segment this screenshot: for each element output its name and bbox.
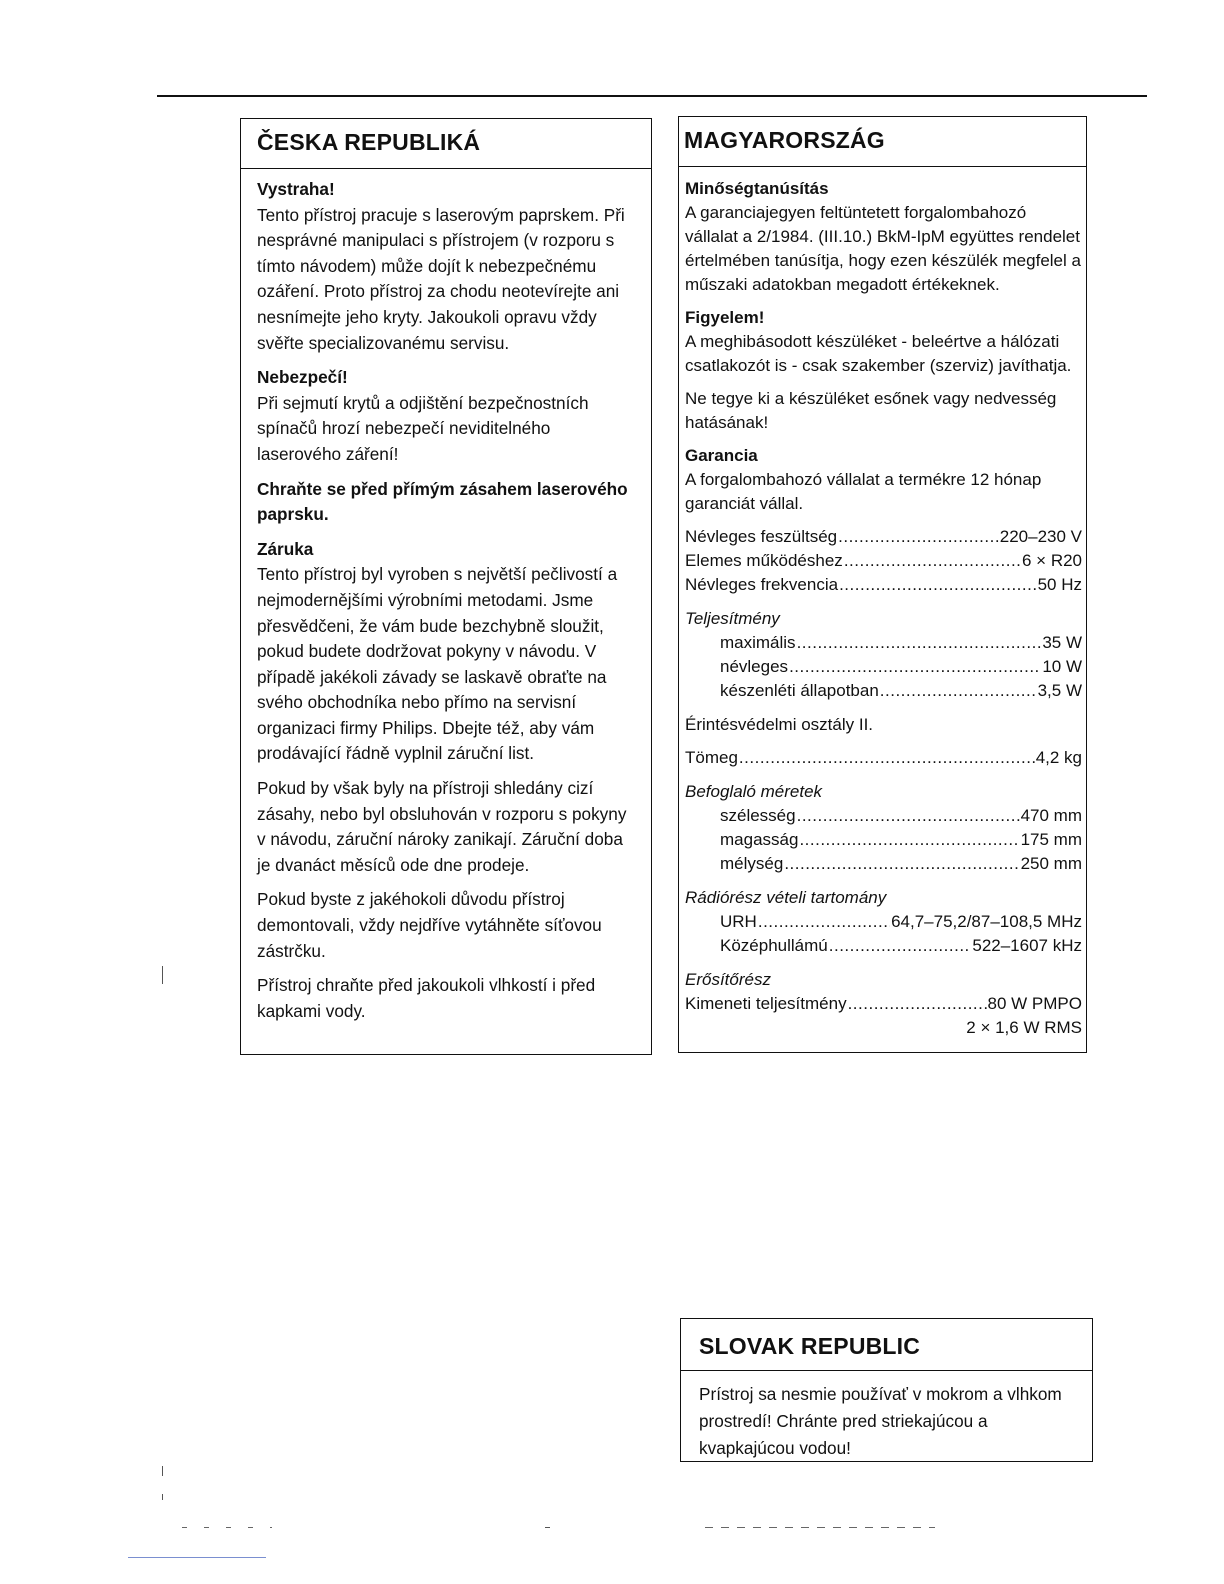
- zaruka-text: Tento přístroj byl vyroben s největší pečlivostí a nejmodernějšími výrobními metodami. Jsme přesvědčeni, že vám bude bezchybně sloužit, pokud budete dodržovat pokyny v návodu. V případě jakékoli závady se laskavě obraťte na svého obchodníka nebo přímo na servisní organizaci firmy Philips. Dbejte též, aby vám prodávající řádně vyplnil záruční list.: [257, 564, 618, 764]
- spec-row: maximális ..... 35 W: [685, 631, 1082, 655]
- czech-section: [240, 118, 652, 1055]
- minoseg-heading: Minőségtanúsítás: [685, 179, 829, 198]
- vystraha-heading: Vystraha!: [257, 179, 335, 199]
- scan-mark: [545, 1527, 550, 1528]
- spec-row: Középhullámú ..... 522–1607 kHz: [685, 934, 1082, 958]
- slovak-section: [680, 1318, 1093, 1462]
- hungarian-section: [678, 116, 1087, 1053]
- czech-title: ČESKA REPUBLIKÁ: [241, 119, 651, 169]
- vystraha-text: Tento přístroj pracuje s laserovým paprskem. Při nesprávné manipulaci s přístrojem (v rozporu s tímto návodem) může dojít k nebezpečnému ozáření. Proto přístroj za chodu neotevírejte ani nesnímejte jeho kryty. Jakoukoli opravu vždy svěřte specializovanému servisu.: [257, 204, 625, 353]
- scan-mark: [162, 966, 163, 984]
- radio-heading: Rádiórész vételi tartomány: [685, 888, 887, 907]
- ne-tegye-text: Ne tegye ki a készüléket esőnek vagy nedvesség hatásának!: [685, 389, 1057, 432]
- hungarian-body: [679, 167, 1086, 1040]
- chrante-warning: Chraňte se před přímým zásahem laserového paprsku.: [257, 478, 628, 525]
- bottom-blue-line: [128, 1557, 266, 1558]
- spec-row: Elemes működéshez ..... 6 × R20: [685, 549, 1082, 573]
- erosito-heading: Erősítőrész: [685, 970, 771, 989]
- minoseg-text: A garanciajegyen feltüntetett forgalombahozó vállalat a 2/1984. (III.10.) BkM-IpM együttes rendelet értelmében tanúsítja, hogy ezen készülék megfelel a műszaki adatokban megadott értékeknek.: [685, 203, 1081, 294]
- spec-row: mélység ..... 250 mm: [685, 852, 1082, 876]
- spec-row: Névleges frekvencia ..... 50 Hz: [685, 573, 1082, 597]
- spec-row: névleges ..... 10 W: [685, 655, 1082, 679]
- hungarian-title: MAGYARORSZÁG: [679, 117, 1086, 167]
- scan-mark: [162, 1494, 163, 1500]
- slovak-text: Prístroj sa nesmie používať v mokrom a vlhkom prostredí! Chránte pred striekajúcou a kvapkajúcou vodou!: [699, 1384, 1062, 1458]
- nebezpeci-text: Při sejmutí krytů a odjištění bezpečnostních spínačů hrozí nebezpečí neviditelného laserového záření!: [257, 392, 589, 464]
- spec-row: készenléti állapotban ..... 3,5 W: [685, 679, 1082, 703]
- spec-row: URH ..... 64,7–75,2/87–108,5 MHz: [685, 910, 1082, 934]
- rms-value: 2 × 1,6 W RMS: [966, 1018, 1082, 1037]
- scan-mark: [182, 1527, 272, 1528]
- erintes-text: Érintésvédelmi osztály II.: [685, 715, 874, 734]
- spec-row: szélesség ..... 470 mm: [685, 804, 1082, 828]
- czech-paragraph-2: Pokud by však byly na přístroji shledány cizí zásahy, nebo byl obsluhován v rozporu s pokyny v návodu, záruční nároky zanikají. Záruční doba je dvanáct měsíců ode dne prodeje.: [257, 778, 627, 875]
- zaruka-heading: Záruka: [257, 538, 314, 559]
- spec-row: Tömeg ..... 4,2 kg: [685, 746, 1082, 770]
- figyelem-heading: Figyelem!: [685, 308, 765, 327]
- spec-row: Névleges feszültség ..... 220–230 V: [685, 525, 1082, 549]
- garancia-text: A forgalombahozó vállalat a termékre 12 hónap garanciát vállal.: [685, 470, 1042, 513]
- spec-row: magasság ..... 175 mm: [685, 828, 1082, 852]
- slovak-title: SLOVAK REPUBLIC: [681, 1319, 1092, 1371]
- spec-row: Kimeneti teljesítmény ..... 80 W PMPO: [685, 992, 1082, 1016]
- czech-body: [241, 169, 651, 1024]
- nebezpeci-heading: Nebezpečí!: [257, 367, 348, 388]
- top-rule: [157, 95, 1147, 97]
- czech-paragraph-3: Pokud byste z jakéhokoli důvodu přístroj demontovali, vždy nejdříve vytáhněte síťovou zástrčku.: [257, 889, 602, 961]
- meretek-heading: Befoglaló méretek: [685, 782, 823, 801]
- teljesitmeny-heading: Teljesítmény: [685, 609, 780, 628]
- garancia-heading: Garancia: [685, 446, 758, 465]
- scan-mark: [705, 1527, 935, 1528]
- figyelem-text: A meghibásodott készüléket - beleértve a hálózati csatlakozót is - csak szakember (szerviz) javíthatja.: [685, 332, 1072, 375]
- scan-mark: [162, 1466, 163, 1476]
- czech-paragraph-4: Přístroj chraňte před jakoukoli vlhkostí i před kapkami vody.: [257, 975, 596, 1021]
